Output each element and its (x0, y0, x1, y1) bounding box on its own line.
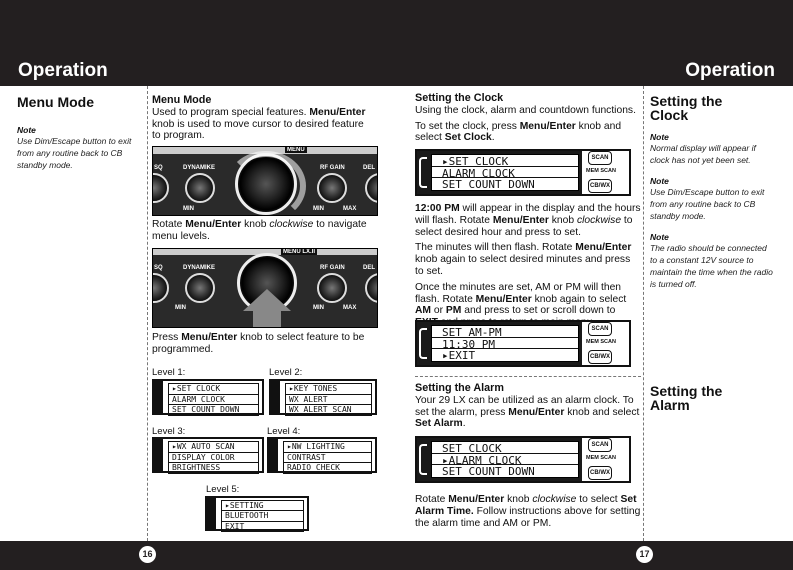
menu-mode-section (152, 95, 374, 146)
cb-wx-button: CB/WX (588, 466, 612, 480)
menu-item: SET COUNT DOWN (168, 405, 259, 416)
page-number: 17 (636, 546, 653, 563)
am-pm-display (415, 320, 631, 367)
paragraph: Once the minutes are set, AM or PM will then flash. Rotate Menu/Enter knob again to select AM or PM and press to set or scroll down to (415, 281, 627, 317)
page-header-bar (0, 0, 793, 86)
menu-item: ▸KEY TONES (285, 383, 372, 395)
menu-item: ALARM CLOCK (432, 167, 578, 179)
menu-item: SET COUNT DOWN (442, 465, 535, 479)
menu-item: ▸EXIT (442, 349, 476, 363)
menu-item: 11:30 PM (432, 338, 578, 350)
setting-clock-section (415, 93, 641, 148)
menu-item: DISPLAY COLOR (168, 453, 259, 464)
level-4-display (267, 437, 377, 473)
sidebar-title: Menu Mode (17, 94, 94, 110)
max-label: MAX (343, 206, 357, 212)
scan-button: SCAN (588, 322, 612, 336)
menu-item: CONTRAST (283, 453, 372, 464)
dynamike-label: DYNAMIKE (183, 265, 216, 271)
level-3-label: Level 3: (152, 426, 186, 437)
note-heading: Note (650, 132, 669, 142)
note-heading: Note (650, 176, 669, 186)
level-2-label: Level 2: (269, 367, 303, 378)
right-page-title: Operation (685, 60, 775, 81)
setting-alarm-steps (415, 494, 641, 533)
sidebar-title: Setting the Clock (650, 93, 723, 123)
right-sidebar (650, 94, 775, 290)
sidebar-title: Setting the Alarm (650, 383, 723, 413)
paragraph: 12:00 PM will appear in the display and the hours will flash. Rotate Menu/Enter knob clockwise to select desired hour and press to set. (415, 203, 641, 238)
rotate-instruction: Rotate Menu/Enter knob clockwise to navigate menu levels. (152, 219, 367, 242)
level-4-label: Level 4: (267, 426, 301, 437)
alarm-menu-display (415, 436, 631, 483)
level-5-display (205, 496, 309, 531)
menu-item: SET CLOCK (432, 442, 578, 454)
level-2-display (269, 379, 377, 415)
menu-item: EXIT (221, 522, 304, 532)
left-sidebar (17, 95, 139, 171)
note-text: Use Dim/Escape button to exit from any routine back to CB standby mode. (650, 187, 765, 221)
min-label: MIN (313, 206, 324, 212)
note-heading: Note (17, 125, 36, 135)
column-divider (643, 86, 644, 541)
max-label: MAX (343, 305, 357, 311)
menu-item: ▸SET CLOCK (432, 155, 578, 167)
mem-scan-label: MEM SCAN (586, 168, 616, 174)
press-arrow-icon (243, 289, 291, 311)
del-knob (365, 273, 378, 303)
note-heading: Note (650, 232, 669, 242)
sq-label: SQ (154, 265, 163, 271)
cb-wx-button: CB/WX (588, 350, 612, 364)
section-divider (415, 376, 641, 377)
paragraph: Your 29 LX can be utilized as an alarm clock. To set the alarm, press Menu/Enter knob and select Set Alarm. (415, 394, 640, 430)
section-heading: Setting the Clock (415, 92, 504, 104)
menu-item: SET COUNT DOWN (442, 178, 535, 192)
note-text: Normal display will appear if clock has not yet been set. (650, 143, 756, 165)
page-footer-bar (0, 541, 793, 570)
sq-knob (152, 173, 169, 203)
menu-item: WX ALERT (285, 395, 372, 406)
mem-scan-label: MEM SCAN (586, 455, 616, 461)
menu-item: ▸NW LIGHTING (283, 441, 372, 453)
menu-item: ▸ALARM CLOCK (432, 454, 578, 466)
menu-item: ▸SETTING (221, 500, 304, 511)
rf-gain-label: RF GAIN (320, 165, 345, 171)
level-1-label: Level 1: (152, 367, 186, 378)
min-label: MIN (313, 305, 324, 311)
column-divider (147, 86, 148, 541)
level-1-display (152, 379, 264, 415)
min-label: MIN (175, 305, 186, 311)
rf-gain-label: RF GAIN (320, 265, 345, 271)
level-3-display (152, 437, 264, 473)
del-label: DEL (363, 165, 375, 171)
sq-knob (152, 273, 169, 303)
dynamike-knob (185, 273, 215, 303)
radio-front-panel-image (152, 248, 378, 328)
level-5-label: Level 5: (206, 484, 240, 495)
rf-gain-knob (317, 273, 347, 303)
menu-item: BRIGHTNESS (168, 463, 259, 474)
left-page-title: Operation (18, 60, 108, 81)
del-knob (365, 173, 378, 203)
menu-item: ▸SET CLOCK (168, 383, 259, 395)
scan-button: SCAN (588, 438, 612, 452)
note-text: Use Dim/Escape button to exit from any routine back to CB standby mode. (17, 136, 132, 170)
intro-paragraph: Used to program special features. Menu/Enter knob is used to move cursor to desired feature to program. (152, 106, 366, 142)
press-arrow-stem (253, 309, 281, 328)
section-heading: Menu Mode (152, 94, 212, 106)
paragraph: Rotate Menu/Enter knob clockwise to select Set Alarm Time. Follow instructions above for setting the alarm time and AM or PM. (415, 494, 641, 529)
scan-button: SCAN (588, 151, 612, 165)
section-heading: Setting the Alarm (415, 382, 504, 394)
paragraph: Using the clock, alarm and countdown functions. (415, 104, 636, 116)
radio-front-panel-image (152, 146, 378, 216)
menu-item: ALARM CLOCK (168, 395, 259, 406)
menu-item: RADIO CHECK (283, 463, 372, 474)
rf-gain-knob (317, 173, 347, 203)
clockwise-arrow-icon (226, 151, 306, 216)
sq-label: SQ (154, 165, 163, 171)
clock-menu-display (415, 149, 631, 196)
menu-label: MENU (287, 147, 305, 153)
menu-item: BLUETOOTH (221, 511, 304, 521)
min-label: MIN (183, 206, 194, 212)
page-number: 16 (139, 546, 156, 563)
menu-item: SET AM-PM (432, 326, 578, 338)
del-label: DEL (363, 265, 375, 271)
menu-item: ▸WX AUTO SCAN (168, 441, 259, 453)
menu-item: WX ALERT SCAN (285, 405, 372, 416)
setting-clock-steps (415, 203, 641, 333)
cb-wx-button: CB/WX (588, 179, 612, 193)
menu-label: MENU LX.II (283, 249, 316, 255)
press-instruction: Press Menu/Enter knob to select feature to be programmed. (152, 332, 365, 355)
paragraph: The minutes will then flash. Rotate Menu/Enter knob again to select desired minutes and press to set. (415, 242, 632, 277)
setting-alarm-section (415, 383, 641, 434)
dynamike-label: DYNAMIKE (183, 165, 216, 171)
paragraph: To set the clock, press Menu/Enter knob and select Set Clock. (415, 120, 622, 144)
mem-scan-label: MEM SCAN (586, 339, 616, 345)
dynamike-knob (185, 173, 215, 203)
note-text: The radio should be connected to a constant 12V source to maintain the time when the radio is turned off. (650, 243, 773, 289)
